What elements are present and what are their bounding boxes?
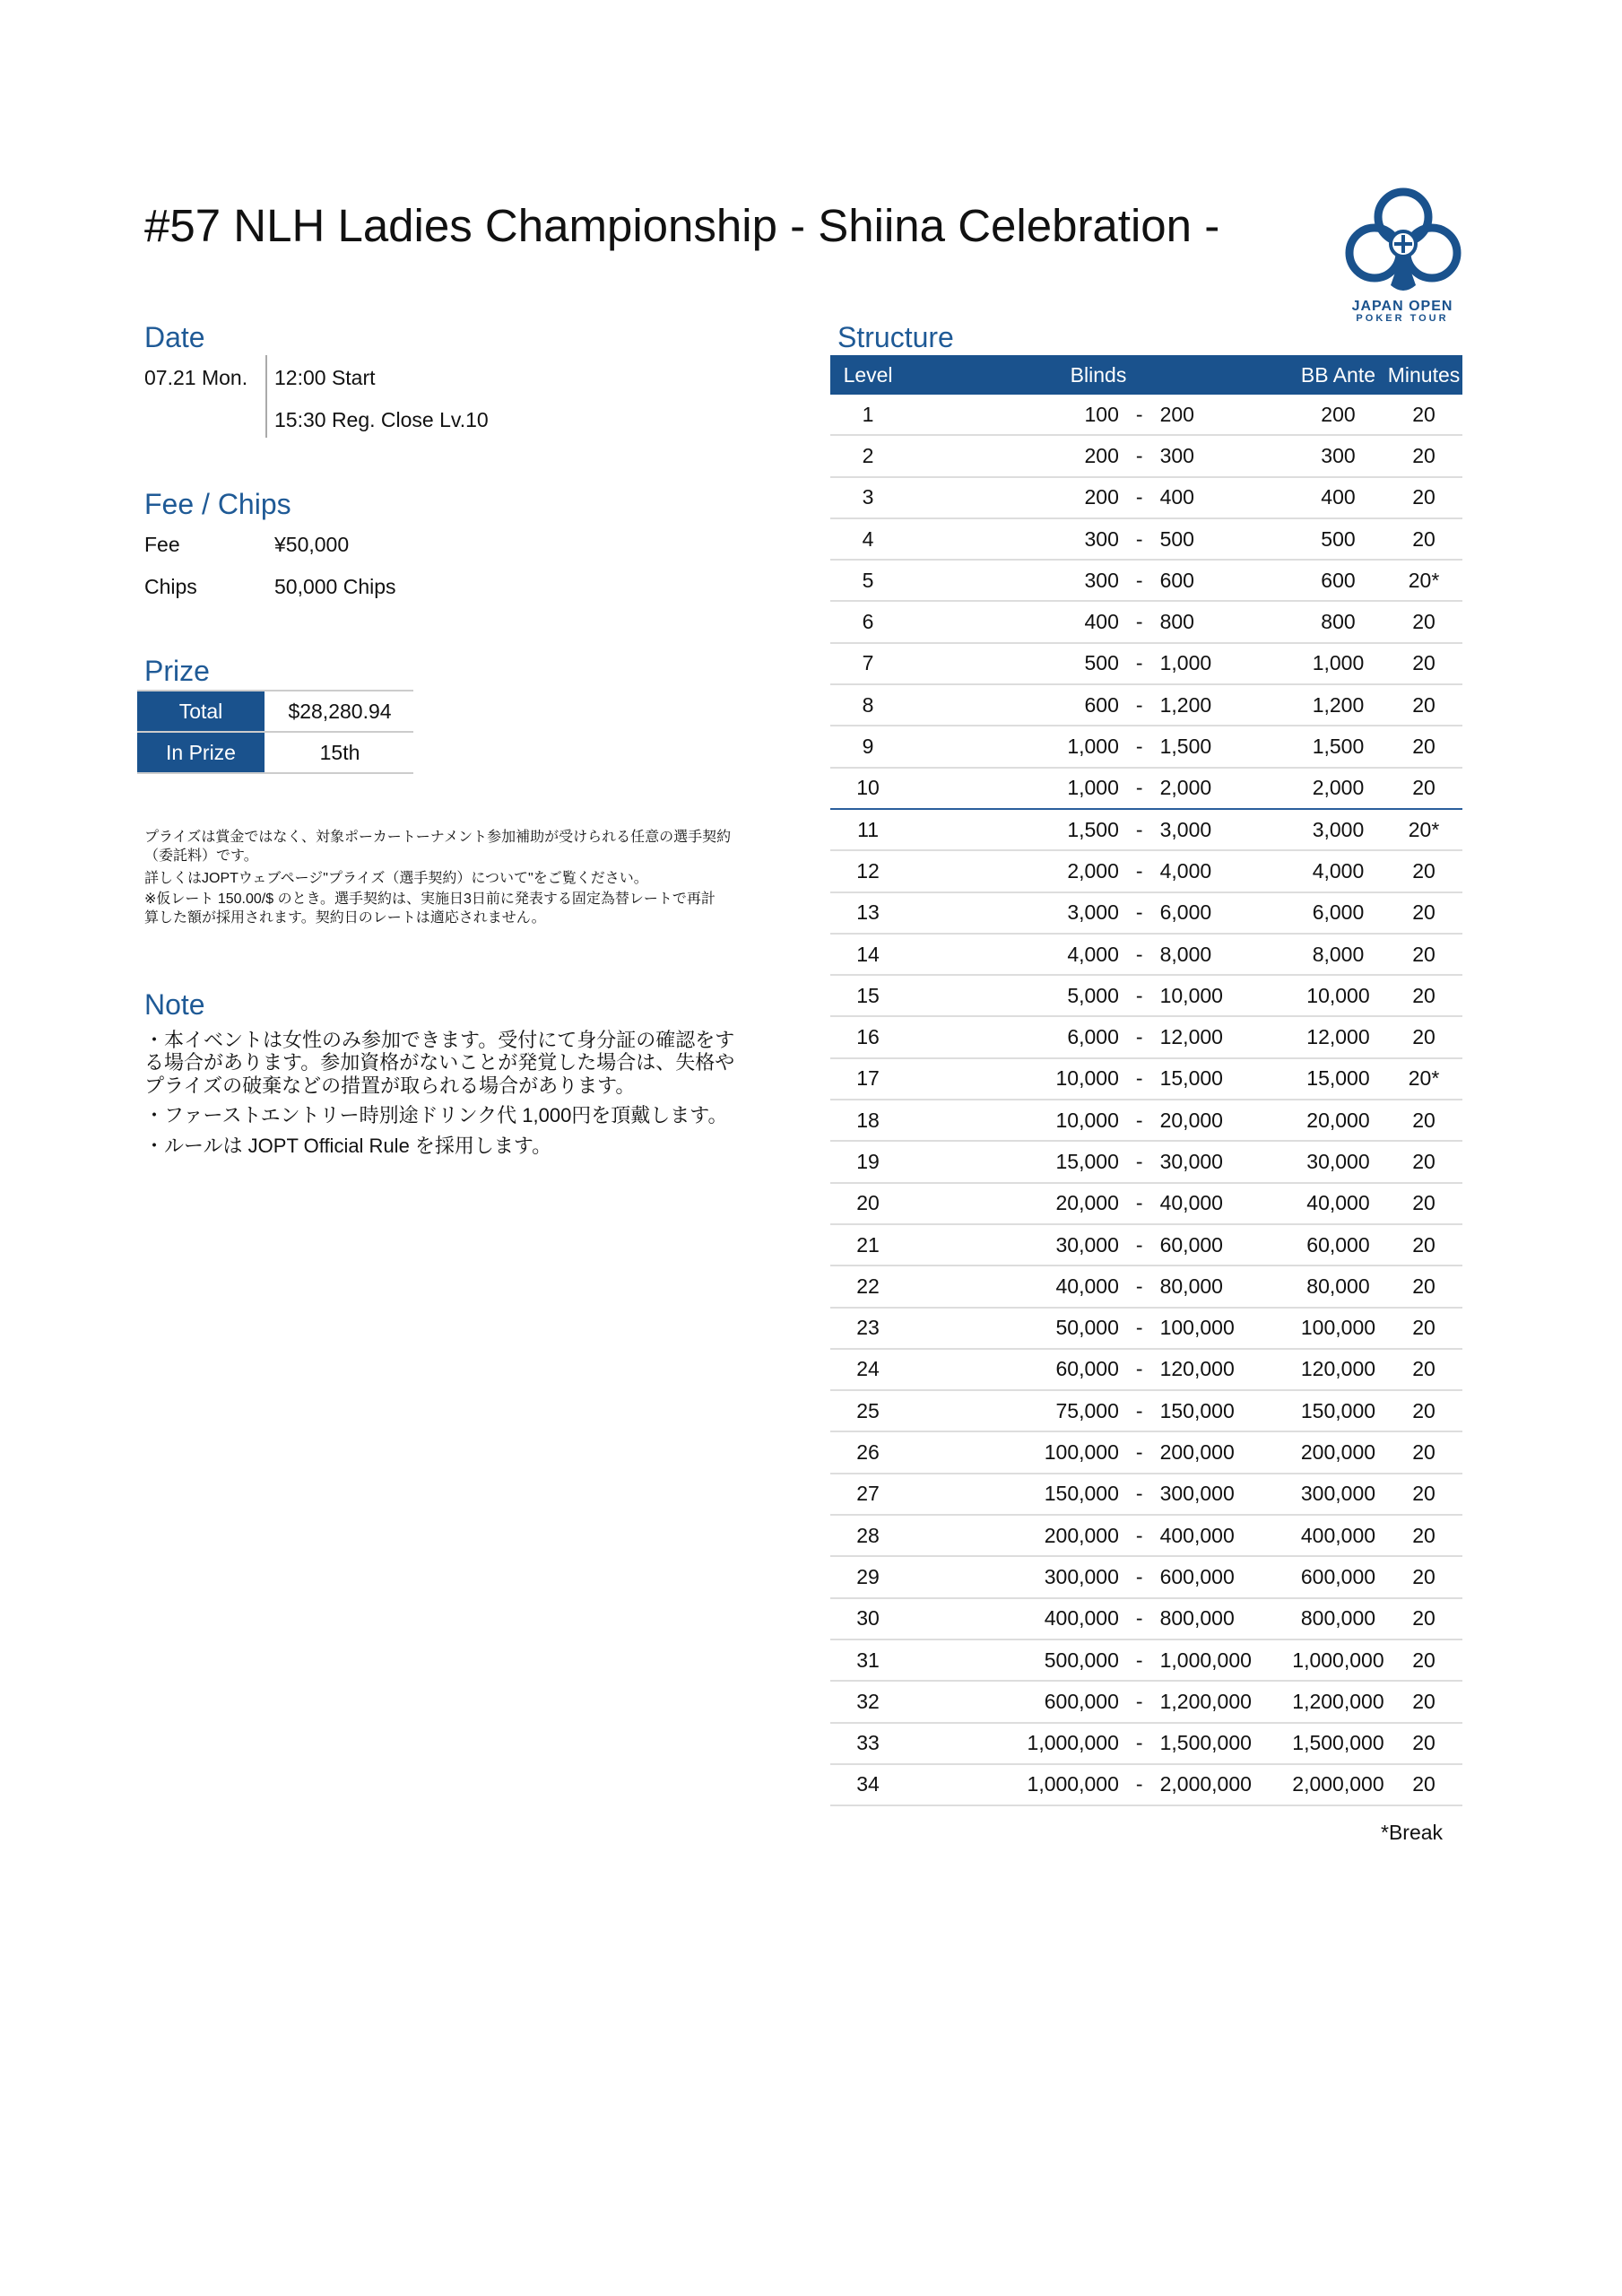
- table-row: [830, 1059, 1462, 1100]
- table-row: [830, 519, 1462, 561]
- table-row: [830, 810, 1462, 851]
- bb-ante-cell: 6,000: [1312, 900, 1365, 925]
- small-blind-cell: 100: [1084, 402, 1119, 426]
- table-row: [830, 1266, 1462, 1308]
- table-row: [830, 561, 1462, 602]
- bb-ante-cell: 4,000: [1312, 858, 1365, 883]
- minutes-cell: 20: [1412, 1274, 1436, 1298]
- table-row: [830, 685, 1462, 726]
- bb-ante-cell: 1,500: [1312, 735, 1365, 759]
- level-cell: 26: [856, 1440, 880, 1465]
- bb-ante-cell: 300: [1321, 443, 1356, 467]
- big-blind-cell: 60,000: [1159, 1232, 1223, 1257]
- blind-separator: -: [1135, 402, 1143, 426]
- minutes-cell: 20: [1412, 1772, 1436, 1796]
- table-row: [830, 1599, 1462, 1640]
- blind-separator: -: [1135, 983, 1143, 1007]
- bb-ante-cell: 1,200: [1312, 692, 1365, 717]
- blind-separator: -: [1135, 1731, 1143, 1755]
- big-blind-cell: 300,000: [1159, 1482, 1235, 1506]
- big-blind-cell: 600,000: [1159, 1564, 1235, 1588]
- blind-separator: -: [1135, 1066, 1143, 1091]
- chips-value: 50,000 Chips: [274, 575, 396, 598]
- minutes-cell: 20: [1412, 1606, 1436, 1631]
- table-row: [830, 1765, 1462, 1806]
- bb-ante-cell: 1,000,000: [1292, 1648, 1384, 1672]
- minutes-cell: 20: [1412, 1357, 1436, 1381]
- structure-table: [830, 355, 1462, 1806]
- table-row: [830, 1350, 1462, 1391]
- small-blind-cell: 1,500: [1067, 817, 1119, 841]
- bb-ante-cell: 800,000: [1300, 1606, 1376, 1631]
- big-blind-cell: 400,000: [1159, 1523, 1235, 1547]
- fee-value: ¥50,000: [274, 533, 350, 556]
- prize-note-line: （委託料）です。: [144, 848, 258, 864]
- big-blind-cell: 2,000,000: [1159, 1772, 1252, 1796]
- level-cell: 6: [862, 610, 874, 634]
- table-row: [830, 1724, 1462, 1765]
- small-blind-cell: 4,000: [1067, 942, 1119, 966]
- level-cell: 20: [856, 1191, 880, 1215]
- table-row: [830, 893, 1462, 935]
- table-row: [830, 436, 1462, 477]
- level-cell: 2: [862, 443, 874, 467]
- blind-separator: -: [1135, 1482, 1143, 1506]
- big-blind-cell: 12,000: [1159, 1025, 1223, 1049]
- minutes-cell: 20: [1412, 1648, 1436, 1672]
- blind-separator: -: [1135, 1025, 1143, 1049]
- level-cell: 31: [856, 1648, 880, 1672]
- big-blind-cell: 120,000: [1159, 1357, 1235, 1381]
- small-blind-cell: 3,000: [1067, 900, 1119, 925]
- blind-separator: -: [1135, 1523, 1143, 1547]
- minutes-cell: 20: [1412, 735, 1436, 759]
- blind-separator: -: [1135, 485, 1143, 509]
- minutes-cell: 20: [1412, 1564, 1436, 1588]
- prize-total-value: $28,280.94: [288, 699, 392, 723]
- small-blind-cell: 600: [1084, 692, 1119, 717]
- small-blind-cell: 200: [1084, 443, 1119, 467]
- small-blind-cell: 300: [1084, 526, 1119, 551]
- bb-ante-cell: 200: [1321, 402, 1356, 426]
- big-blind-cell: 1,000: [1159, 651, 1212, 675]
- big-blind-cell: 800: [1159, 610, 1194, 634]
- small-blind-cell: 600,000: [1044, 1689, 1119, 1713]
- bb-ante-cell: 600: [1321, 568, 1356, 592]
- big-blind-cell: 1,200,000: [1159, 1689, 1252, 1713]
- bb-ante-cell: 20,000: [1306, 1108, 1370, 1132]
- big-blind-cell: 80,000: [1159, 1274, 1223, 1298]
- bb-ante-cell: 150,000: [1300, 1398, 1376, 1422]
- prize-note-line: プライズは賞金ではなく、対象ポーカートーナメント参加補助が受けられる任意の選手契約: [144, 830, 732, 845]
- blind-separator: -: [1135, 1398, 1143, 1422]
- structure-header-row: [830, 355, 1462, 395]
- small-blind-cell: 150,000: [1044, 1482, 1119, 1506]
- level-cell: 33: [856, 1731, 880, 1755]
- small-blind-cell: 50,000: [1055, 1316, 1119, 1340]
- level-cell: 24: [856, 1357, 880, 1381]
- note-line: る場合があります。参加資格がないことが発覚した場合は、失格や: [144, 1051, 735, 1074]
- table-row: [830, 1432, 1462, 1474]
- table-row: [830, 769, 1462, 810]
- minutes-cell: 20: [1412, 610, 1436, 634]
- bb-ante-cell: 60,000: [1306, 1232, 1370, 1257]
- big-blind-cell: 2,000: [1159, 776, 1212, 800]
- blind-separator: -: [1135, 1191, 1143, 1215]
- table-row: [830, 1640, 1462, 1682]
- level-cell: 17: [856, 1066, 880, 1091]
- table-row: [830, 976, 1462, 1017]
- level-cell: 13: [856, 900, 880, 925]
- minutes-cell: 20: [1412, 983, 1436, 1007]
- small-blind-cell: 75,000: [1055, 1398, 1119, 1422]
- chips-label: Chips: [144, 575, 197, 598]
- small-blind-cell: 30,000: [1055, 1232, 1119, 1257]
- minutes-cell: 20: [1412, 1398, 1436, 1422]
- bb-ante-cell: 200,000: [1300, 1440, 1376, 1465]
- big-blind-cell: 15,000: [1159, 1066, 1223, 1091]
- table-row: [830, 1142, 1462, 1183]
- table-row: [830, 1225, 1462, 1266]
- small-blind-cell: 2,000: [1067, 858, 1119, 883]
- minutes-cell: 20: [1412, 651, 1436, 675]
- bb-ante-cell: 15,000: [1306, 1066, 1370, 1091]
- level-cell: 21: [856, 1232, 880, 1257]
- small-blind-cell: 5,000: [1067, 983, 1119, 1007]
- minutes-cell: 20: [1412, 1108, 1436, 1132]
- big-blind-cell: 800,000: [1159, 1606, 1235, 1631]
- level-cell: 11: [857, 817, 879, 841]
- date-day: 07.21 Mon.: [144, 366, 248, 389]
- bb-ante-cell: 1,200,000: [1292, 1689, 1384, 1713]
- minutes-cell: 20: [1412, 1316, 1436, 1340]
- table-row: [830, 1017, 1462, 1058]
- small-blind-cell: 20,000: [1055, 1191, 1119, 1215]
- table-row: [830, 602, 1462, 643]
- big-blind-cell: 3,000: [1159, 817, 1212, 841]
- minutes-cell: 20: [1412, 1149, 1436, 1173]
- minutes-cell: 20: [1412, 443, 1436, 467]
- big-blind-cell: 100,000: [1159, 1316, 1235, 1340]
- big-blind-cell: 150,000: [1159, 1398, 1235, 1422]
- prize-note-line: ※仮レート 150.00/$ のとき。選手契約は、実施日3日前に発表する固定為替レートで再計: [144, 891, 716, 907]
- minutes-cell: 20: [1412, 692, 1436, 717]
- blind-separator: -: [1135, 1772, 1143, 1796]
- blind-separator: -: [1135, 817, 1143, 841]
- big-blind-cell: 1,500: [1159, 735, 1212, 759]
- blind-separator: -: [1135, 1648, 1143, 1672]
- bb-ante-cell: 30,000: [1306, 1149, 1370, 1173]
- table-row: [830, 1682, 1462, 1723]
- bb-ante-cell: 40,000: [1306, 1191, 1370, 1215]
- page-title: #57 NLH Ladies Championship - Shiina Celebration -: [144, 200, 1220, 251]
- date-reg-close: 15:30 Reg. Close Lv.10: [274, 408, 489, 431]
- level-cell: 8: [862, 692, 874, 717]
- level-cell: 34: [856, 1772, 880, 1796]
- bb-ante-cell: 500: [1321, 526, 1356, 551]
- header-level: Level: [843, 362, 893, 387]
- minutes-cell: 20: [1412, 776, 1436, 800]
- level-cell: 4: [862, 526, 874, 551]
- prize-inprize-label: In Prize: [137, 733, 265, 772]
- big-blind-cell: 200: [1159, 402, 1194, 426]
- note-heading: Note: [144, 988, 205, 1021]
- table-row: [830, 395, 1462, 436]
- small-blind-cell: 1,000,000: [1027, 1772, 1119, 1796]
- blind-separator: -: [1135, 568, 1143, 592]
- structure-heading: Structure: [837, 321, 954, 353]
- small-blind-cell: 400,000: [1044, 1606, 1119, 1631]
- level-cell: 14: [856, 942, 880, 966]
- level-cell: 19: [856, 1149, 880, 1173]
- blind-separator: -: [1135, 735, 1143, 759]
- level-cell: 27: [856, 1482, 880, 1506]
- bb-ante-cell: 800: [1321, 610, 1356, 634]
- logo-text-line1: JAPAN OPEN: [1351, 299, 1453, 314]
- level-cell: 16: [856, 1025, 880, 1049]
- level-cell: 15: [856, 983, 880, 1007]
- bb-ante-cell: 2,000: [1312, 776, 1365, 800]
- small-blind-cell: 40,000: [1055, 1274, 1119, 1298]
- minutes-cell: 20: [1412, 1025, 1436, 1049]
- minutes-cell: 20: [1412, 1232, 1436, 1257]
- minutes-cell: 20: [1412, 1191, 1436, 1215]
- blind-separator: -: [1135, 651, 1143, 675]
- note-line: ・ファーストエントリー時別途ドリンク代 1,000円を頂戴します。: [144, 1104, 728, 1126]
- table-row: [830, 1474, 1462, 1516]
- minutes-cell: 20: [1412, 1440, 1436, 1465]
- big-blind-cell: 500: [1159, 526, 1194, 551]
- logo-text-line2: POKER TOUR: [1356, 313, 1449, 324]
- big-blind-cell: 30,000: [1159, 1149, 1223, 1173]
- bb-ante-cell: 100,000: [1300, 1316, 1376, 1340]
- small-blind-cell: 500: [1084, 651, 1119, 675]
- minutes-cell: 20: [1412, 1482, 1436, 1506]
- structure-body: [830, 395, 1462, 1806]
- prize-total-label: Total: [137, 691, 265, 731]
- fee-heading: Fee / Chips: [144, 488, 291, 520]
- blind-separator: -: [1135, 1108, 1143, 1132]
- prize-table-bottom-rule: [137, 772, 413, 774]
- note-line: ・本イベントは女性のみ参加できます。受付にて身分証の確認をす: [144, 1029, 735, 1051]
- small-blind-cell: 60,000: [1055, 1357, 1119, 1381]
- blind-separator: -: [1135, 858, 1143, 883]
- big-blind-cell: 1,000,000: [1159, 1648, 1252, 1672]
- small-blind-cell: 200,000: [1044, 1523, 1119, 1547]
- big-blind-cell: 6,000: [1159, 900, 1212, 925]
- fee-label: Fee: [144, 533, 180, 556]
- small-blind-cell: 300,000: [1044, 1564, 1119, 1588]
- big-blind-cell: 20,000: [1159, 1108, 1223, 1132]
- small-blind-cell: 100,000: [1044, 1440, 1119, 1465]
- blind-separator: -: [1135, 1274, 1143, 1298]
- big-blind-cell: 4,000: [1159, 858, 1212, 883]
- big-blind-cell: 200,000: [1159, 1440, 1235, 1465]
- blind-separator: -: [1135, 1232, 1143, 1257]
- header-minutes: Minutes: [1387, 362, 1461, 387]
- bb-ante-cell: 8,000: [1312, 942, 1365, 966]
- prize-note-line: 算した額が採用されます。契約日のレートは適応されません。: [144, 910, 546, 926]
- bb-ante-cell: 300,000: [1300, 1482, 1376, 1506]
- small-blind-cell: 10,000: [1055, 1108, 1119, 1132]
- big-blind-cell: 8,000: [1159, 942, 1212, 966]
- blind-separator: -: [1135, 1316, 1143, 1340]
- blind-separator: -: [1135, 900, 1143, 925]
- small-blind-cell: 15,000: [1055, 1149, 1119, 1173]
- blind-separator: -: [1135, 1606, 1143, 1631]
- table-row: [830, 726, 1462, 768]
- level-cell: 7: [862, 651, 874, 675]
- bb-ante-cell: 120,000: [1300, 1357, 1376, 1381]
- bb-ante-cell: 10,000: [1306, 983, 1370, 1007]
- level-cell: 23: [856, 1316, 880, 1340]
- minutes-cell: 20: [1412, 858, 1436, 883]
- big-blind-cell: 600: [1159, 568, 1194, 592]
- blind-separator: -: [1135, 1440, 1143, 1465]
- prize-note-line: 詳しくはJOPTウェブページ"プライズ（選手契約）について"をご覧ください。: [144, 871, 648, 886]
- bb-ante-cell: 400,000: [1300, 1523, 1376, 1547]
- blind-separator: -: [1135, 1689, 1143, 1713]
- table-row: [830, 851, 1462, 892]
- small-blind-cell: 10,000: [1055, 1066, 1119, 1091]
- bb-ante-cell: 2,000,000: [1292, 1772, 1384, 1796]
- bb-ante-cell: 400: [1321, 485, 1356, 509]
- minutes-cell: 20: [1412, 402, 1436, 426]
- small-blind-cell: 1,000: [1067, 735, 1119, 759]
- blind-separator: -: [1135, 692, 1143, 717]
- level-cell: 32: [856, 1689, 880, 1713]
- big-blind-cell: 400: [1159, 485, 1194, 509]
- level-cell: 5: [862, 568, 874, 592]
- table-row: [830, 1516, 1462, 1557]
- table-row: [830, 1184, 1462, 1225]
- table-row: [830, 1557, 1462, 1598]
- note-line: プライズの破棄などの措置が取られる場合があります。: [144, 1074, 636, 1097]
- blind-separator: -: [1135, 1357, 1143, 1381]
- table-row: [830, 478, 1462, 519]
- small-blind-cell: 400: [1084, 610, 1119, 634]
- level-cell: 22: [856, 1274, 880, 1298]
- table-row: [830, 935, 1462, 976]
- bb-ante-cell: 3,000: [1312, 817, 1365, 841]
- header-bb-ante: BB Ante: [1300, 362, 1376, 387]
- break-footnote: *Break: [1381, 1821, 1444, 1844]
- date-heading: Date: [144, 321, 205, 353]
- blind-separator: -: [1135, 443, 1143, 467]
- big-blind-cell: 10,000: [1159, 983, 1223, 1007]
- level-cell: 3: [862, 485, 874, 509]
- minutes-cell: 20*: [1408, 568, 1440, 592]
- minutes-cell: 20: [1412, 1523, 1436, 1547]
- minutes-cell: 20*: [1408, 1066, 1440, 1091]
- small-blind-cell: 500,000: [1044, 1648, 1119, 1672]
- prize-heading: Prize: [144, 655, 210, 687]
- blind-separator: -: [1135, 526, 1143, 551]
- date-start-time: 12:00 Start: [274, 366, 376, 389]
- minutes-cell: 20: [1412, 942, 1436, 966]
- level-cell: 30: [856, 1606, 880, 1631]
- blind-separator: -: [1135, 942, 1143, 966]
- level-cell: 18: [856, 1108, 880, 1132]
- blind-separator: -: [1135, 610, 1143, 634]
- bb-ante-cell: 80,000: [1306, 1274, 1370, 1298]
- small-blind-cell: 1,000,000: [1027, 1731, 1119, 1755]
- minutes-cell: 20: [1412, 900, 1436, 925]
- bb-ante-cell: 1,500,000: [1292, 1731, 1384, 1755]
- table-row: [830, 1100, 1462, 1142]
- minutes-cell: 20: [1412, 1689, 1436, 1713]
- table-row: [830, 644, 1462, 685]
- level-cell: 1: [862, 402, 874, 426]
- bb-ante-cell: 600,000: [1300, 1564, 1376, 1588]
- note-line: ・ルールは JOPT Official Rule を採用します。: [144, 1135, 552, 1157]
- big-blind-cell: 40,000: [1159, 1191, 1223, 1215]
- bb-ante-cell: 12,000: [1306, 1025, 1370, 1049]
- level-cell: 29: [856, 1564, 880, 1588]
- level-cell: 25: [856, 1398, 880, 1422]
- header-blinds: Blinds: [1070, 362, 1127, 387]
- minutes-cell: 20: [1412, 526, 1436, 551]
- level-cell: 10: [856, 776, 880, 800]
- prize-inprize-value: 15th: [319, 740, 360, 764]
- small-blind-cell: 300: [1084, 568, 1119, 592]
- minutes-cell: 20: [1412, 485, 1436, 509]
- level-cell: 12: [856, 858, 880, 883]
- big-blind-cell: 1,200: [1159, 692, 1212, 717]
- table-row: [830, 1309, 1462, 1350]
- minutes-cell: 20: [1412, 1731, 1436, 1755]
- blind-separator: -: [1135, 1564, 1143, 1588]
- bb-ante-cell: 1,000: [1312, 651, 1365, 675]
- table-row: [830, 1391, 1462, 1432]
- small-blind-cell: 6,000: [1067, 1025, 1119, 1049]
- minutes-cell: 20*: [1408, 817, 1440, 841]
- blind-separator: -: [1135, 776, 1143, 800]
- date-divider: [265, 355, 267, 438]
- big-blind-cell: 1,500,000: [1159, 1731, 1252, 1755]
- small-blind-cell: 200: [1084, 485, 1119, 509]
- level-cell: 28: [856, 1523, 880, 1547]
- small-blind-cell: 1,000: [1067, 776, 1119, 800]
- big-blind-cell: 300: [1159, 443, 1194, 467]
- level-cell: 9: [862, 735, 874, 759]
- blind-separator: -: [1135, 1149, 1143, 1173]
